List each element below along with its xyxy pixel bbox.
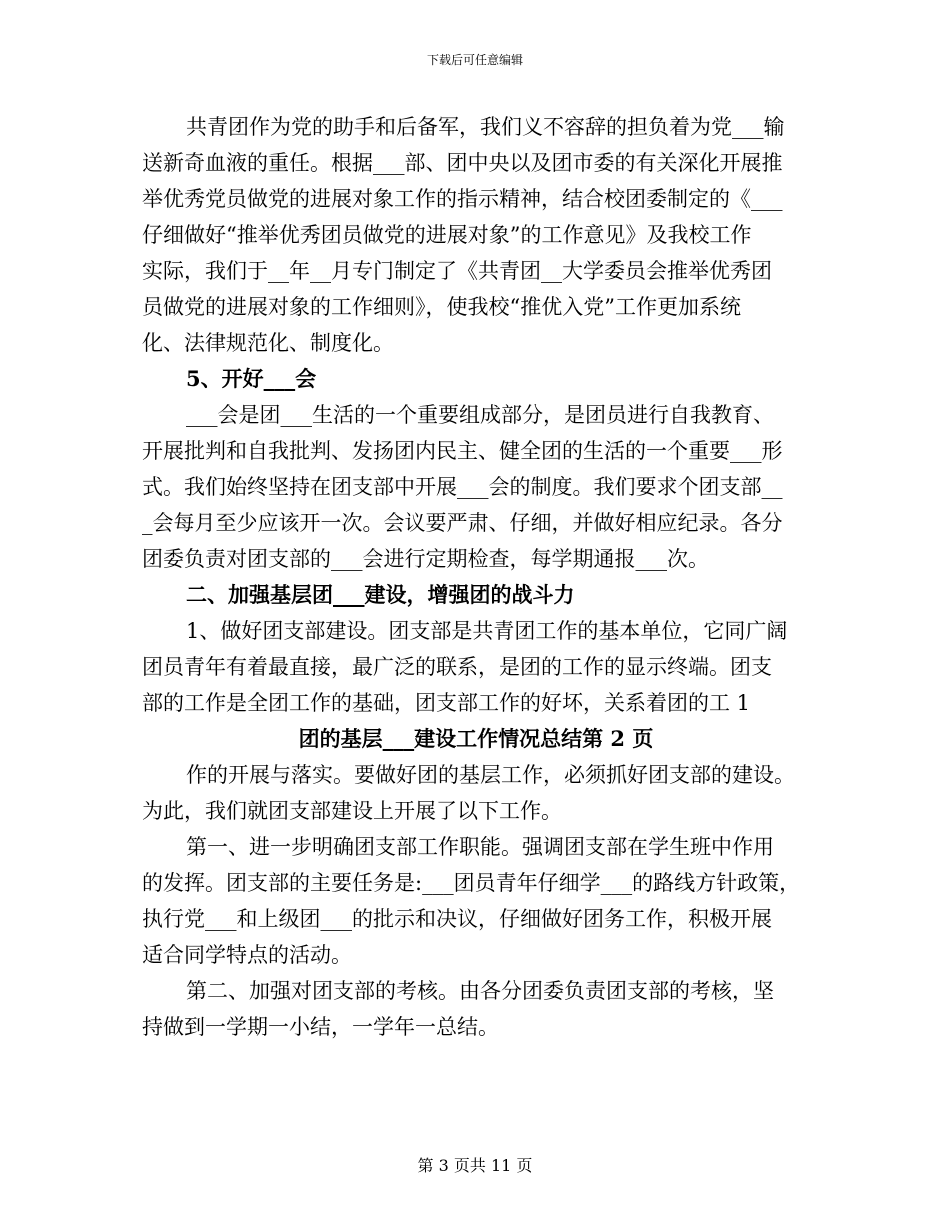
text-line: 第二、加强对团支部的考核。由各分团委负责团支部的考核，坚 [186, 979, 774, 1003]
page-footer: 第 3 页共 11 页 [417, 1156, 533, 1175]
text-line: 共青团作为党的助手和后备军，我们义不容辞的担负着为党___输 [186, 115, 785, 139]
text-line: 团委负责对团支部的___会进行定期检查，每学期通报___次。 [142, 547, 709, 571]
text-line: 举优秀党员做党的进展对象工作的指示精神，结合校团委制定的《___ [142, 187, 783, 211]
page-header: 下载后可任意编辑 [426, 53, 523, 67]
text-line: 的发挥。团支部的主要任务是:___团员青年仔细学___的路线方针政策， [142, 871, 801, 895]
text-line: 员做党的进展对象的工作细则》，使我校“推优入党”工作更加系统 [142, 295, 741, 319]
text-line: 第一、进一步明确团支部工作职能。强调团支部在学生班中作用 [186, 835, 774, 859]
text-line: _会每月至少应该开一次。会议要严肃、仔细，并做好相应纪录。各分 [142, 511, 783, 535]
text-line: 持做到一学期一小结，一学年一总结。 [142, 1015, 499, 1039]
text-line: 作的开展与落实。要做好团的基层工作，必须抓好团支部的建设。 [186, 763, 795, 787]
text-line: 化、法律规范化、制度化。 [142, 331, 394, 355]
text-line: 实际，我们于__年__月专门制定了《共青团__大学委员会推举优秀团 [142, 259, 772, 283]
text-line: 仔细做好“推举优秀团员做党的进展对象”的工作意见》及我校工作 [142, 223, 752, 247]
text-line: 送新奇血液的重任。根据___部、团中央以及团市委的有关深化开展推 [142, 151, 783, 175]
heading-line: 二、加强基层团___建设，增强团的战斗力 [186, 582, 575, 607]
text-line: 为此，我们就团支部建设上开展了以下工作。 [142, 799, 562, 823]
text-line: 式。我们始终坚持在团支部中开展___会的制度。我们要求个团支部__ [142, 475, 783, 499]
heading-line: 5、开好___会 [186, 366, 317, 391]
text-line: 执行党___和上级团___的批示和决议，仔细做好团务工作，积极开展 [142, 907, 772, 931]
text-line: ___会是团___生活的一个重要组成部分，是团员进行自我教育、 [186, 403, 774, 427]
text-line: 部的工作是全团工作的基础，团支部工作的好坏，关系着团的工 1 [142, 691, 751, 715]
text-line: 开展批判和自我批判、发扬团内民主、健全团的生活的一个重要___形 [142, 439, 783, 463]
text-line: 团员青年有着最直接，最广泛的联系，是团的工作的显示终端。团支 [142, 655, 772, 679]
text-line: 适合同学特点的活动。 [142, 943, 352, 967]
section-title: 团的基层___建设工作情况总结第 2 页 [298, 726, 654, 751]
document-body [142, 109, 810, 1045]
text-line: 1、做好团支部建设。团支部是共青团工作的基本单位，它同广阔 [186, 619, 788, 643]
